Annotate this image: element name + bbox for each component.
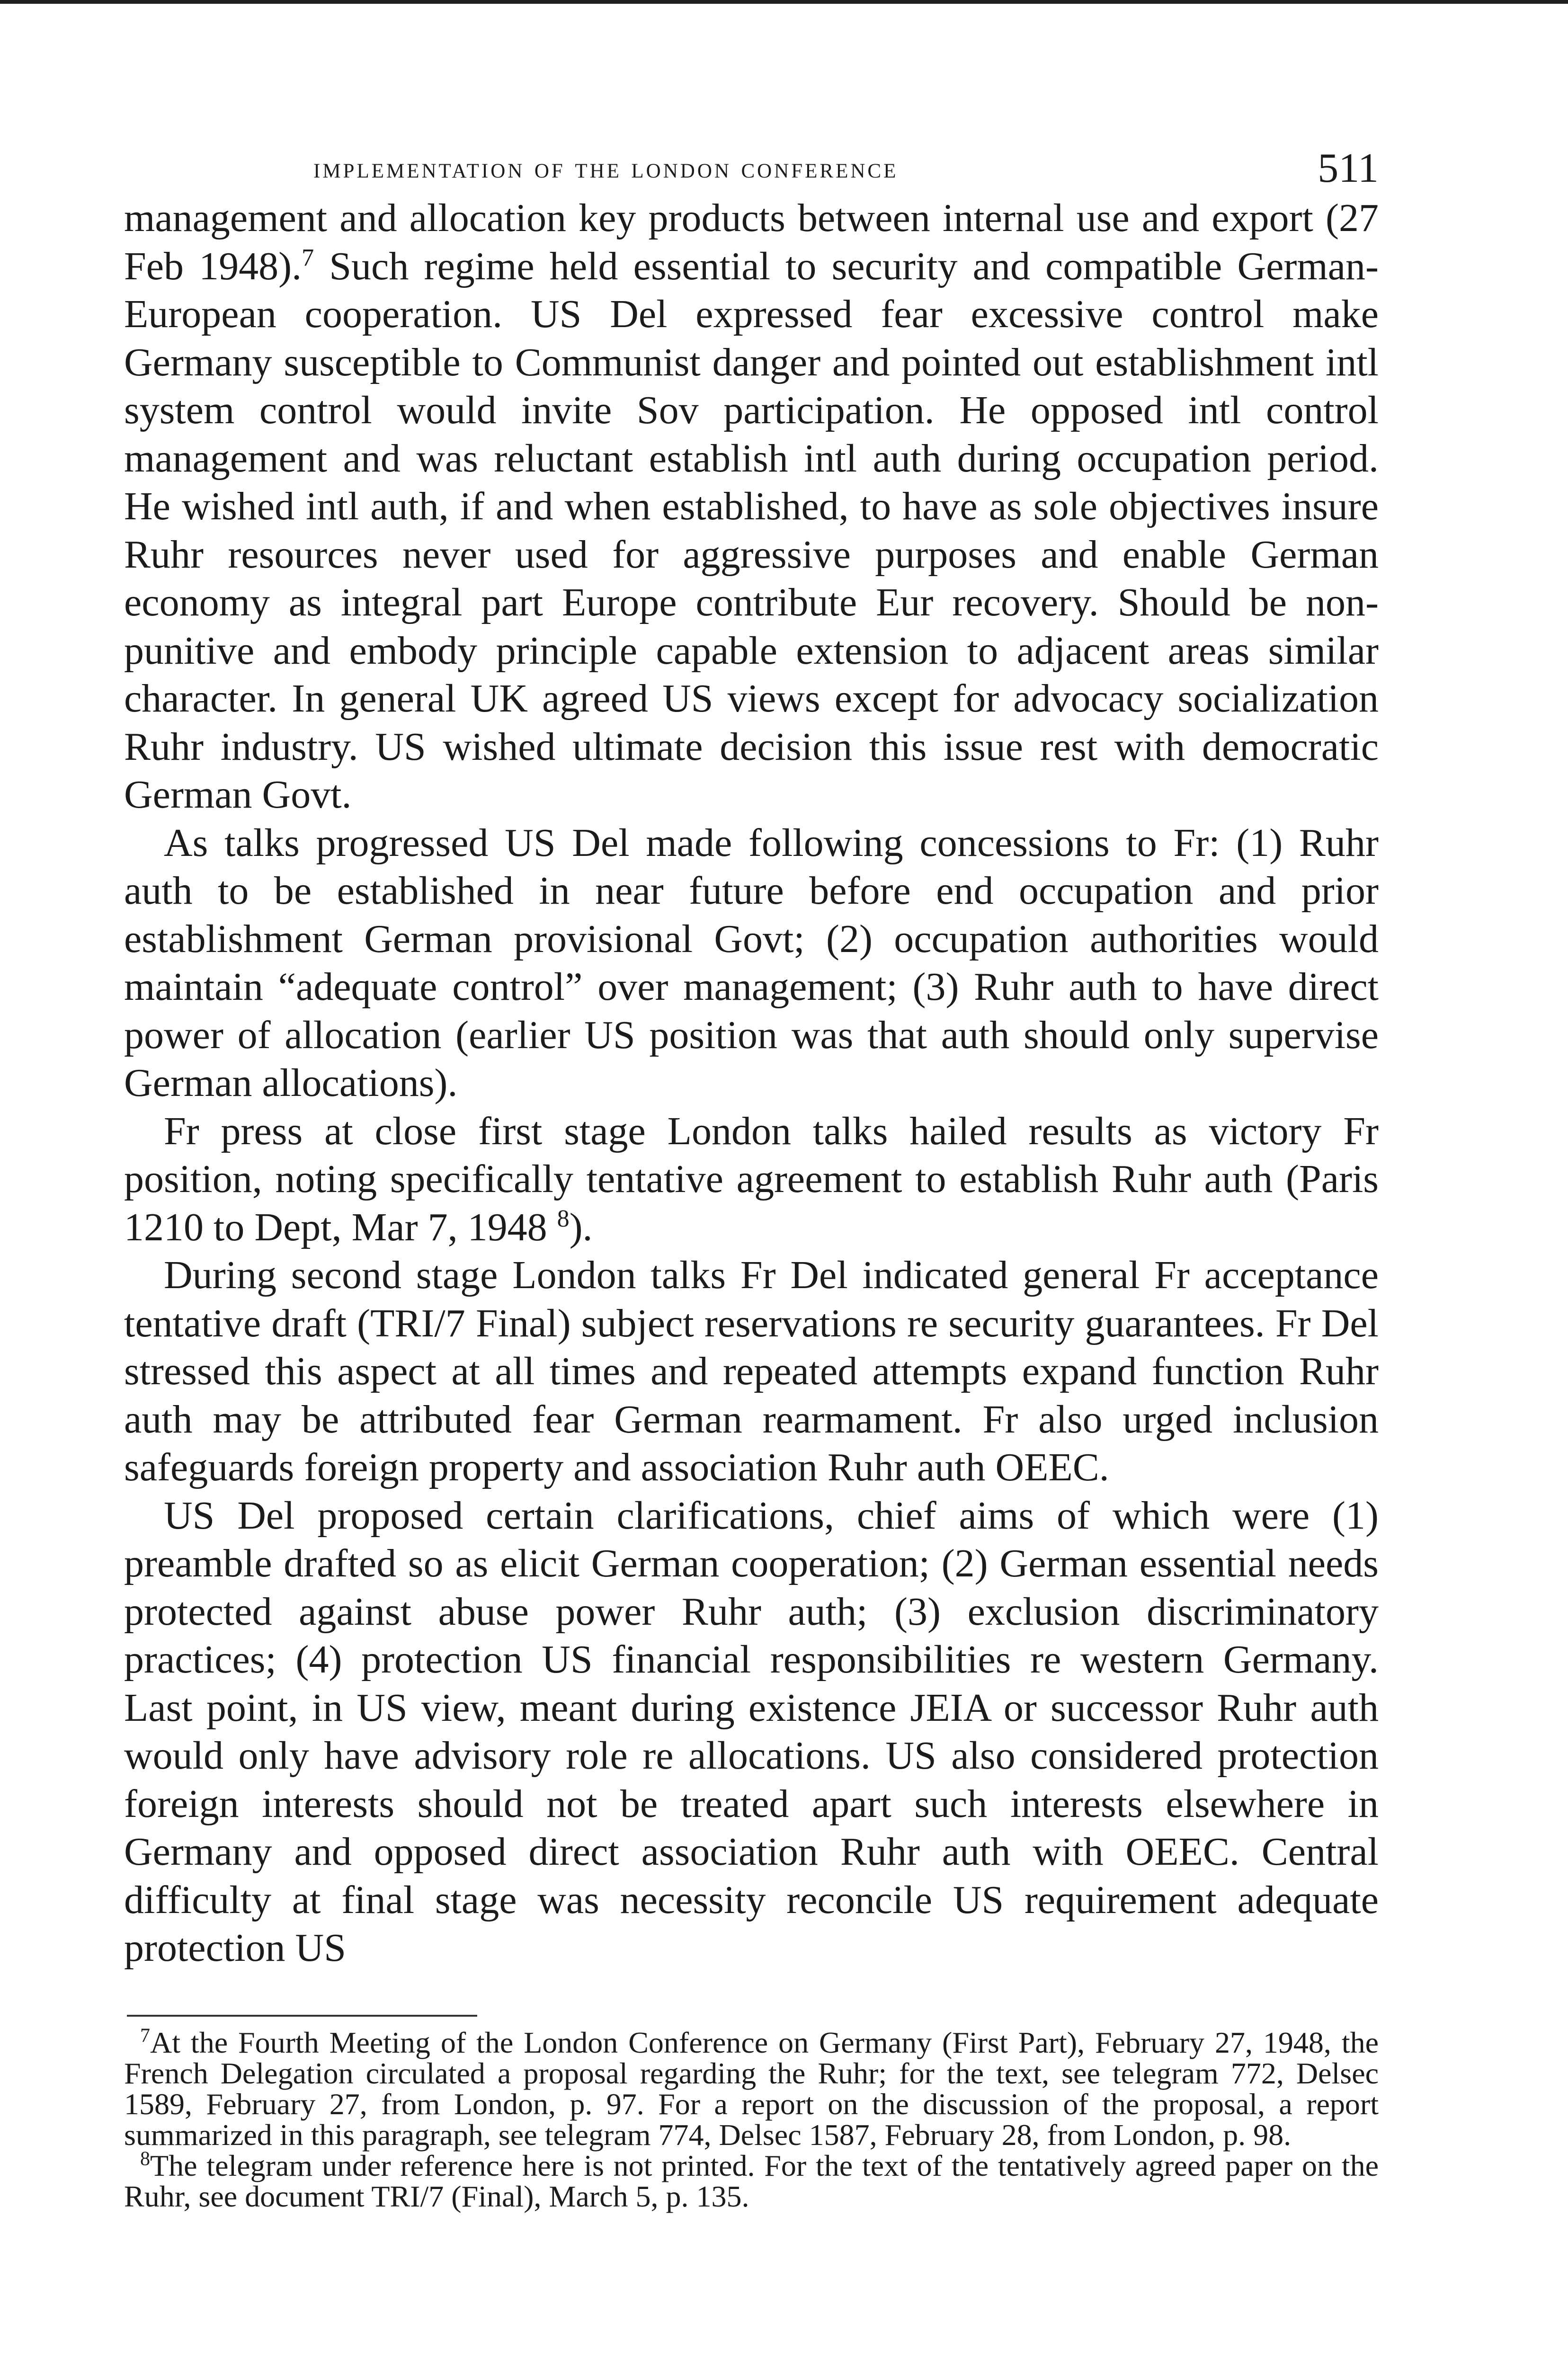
page-number: 511 [1318,145,1379,191]
page-top-edge [0,0,1568,4]
paragraph-3-text-a: Fr press at close first stage London talks hailed results as victory Fr position, noting specifically tentative agreement to establish Ruhr auth (Paris 1210 to Dept, Mar 7, 1948 [124,1109,1379,1249]
footnote-7 [124,2027,1379,2150]
paragraph-3 [124,1107,1379,1252]
footnote-divider [127,2015,477,2017]
footnote-8-text: The telegram under reference here is not printed. For the text of the tentatively agreed paper on the Ruhr, see document TRI/7 (Final), March 5, p. 135. [124,2148,1379,2213]
footnote-8-number: 8 [140,2148,150,2170]
running-head [124,142,1379,194]
paragraph-1-text-b: Such regime held essential to security and compatible German-European cooperation. US Del expressed fear excessive control make Germany susceptible to Communist danger and pointed out establishment intl system control would invite Sov participation. He opposed intl control management and was reluctant establish intl auth during occupation period. He wished intl auth, if and when established, to have as sole objectives insure Ruhr resources never used for aggressive purposes and enable German economy as integral part Europe contribute Eur recovery. Should be non-punitive and embody principle capable extension to adjacent areas similar character. In general UK agreed US views except for advocacy socialization Ruhr industry. US wished ultimate decision this issue rest with democratic German Govt. [124,244,1379,817]
footnote-ref-7: 7 [302,244,314,271]
document-page [124,142,1379,2212]
footnote-ref-8: 8 [557,1205,570,1232]
paragraph-1 [124,194,1379,819]
running-title: implementation of the london conference [313,152,899,184]
footnote-8 [124,2150,1379,2212]
body-text [124,194,1379,1972]
paragraph-1-text-a: management and allocation key products between internal use and export (27 Feb 1948). [124,196,1379,288]
paragraph-5: US Del proposed certain clarifications, chief aims of which were (1) preamble drafted so as elicit German cooperation; (2) German essential needs protected against abuse power Ruhr auth; (3) exclusion discriminatory practices; (4) protection US financial responsibilities re western Germany. Last point, in US view, meant during existence JEIA or successor Ruhr auth would only have advisory role re allocations. US also considered protection foreign interests should not be treated apart such interests elsewhere in Germany and opposed direct association Ruhr auth with OEEC. Central difficulty at final stage was necessity reconcile US requirement adequate protection US [124,1493,1379,1970]
paragraph-2: As talks progressed US Del made following concessions to Fr: (1) Ruhr auth to be established in near future before end occupation and prior establishment German provisional Govt; (2) occupation authorities would maintain “adequate control” over management; (3) Ruhr auth to have direct power of allocation (earlier US position was that auth should only supervise German allocations). [124,820,1379,1105]
footnotes [124,2027,1379,2212]
footnote-7-text: At the Fourth Meeting of the London Conference on Germany (First Part), February 27, 1948, the French Delegation circulated a proposal regarding the Ruhr; for the text, see telegram 772, Delsec 1589, February 27, from London, p. 97. For a report on the discussion of the proposal, a report summarized in this paragraph, see telegram 774, Delsec 1587, February 28, from London, p. 98. [124,2025,1379,2152]
footnote-7-number: 7 [140,2025,150,2047]
paragraph-3-text-b: ). [569,1205,593,1249]
paragraph-4: During second stage London talks Fr Del indicated general Fr acceptance tentative draft (TRI/7 Final) subject reservations re security guarantees. Fr Del stressed this aspect at all times and repeated attempts expand function Ruhr auth may be attributed fear German rearmament. Fr also urged inclusion safeguards foreign property and association Ruhr auth OEEC. [124,1253,1379,1489]
